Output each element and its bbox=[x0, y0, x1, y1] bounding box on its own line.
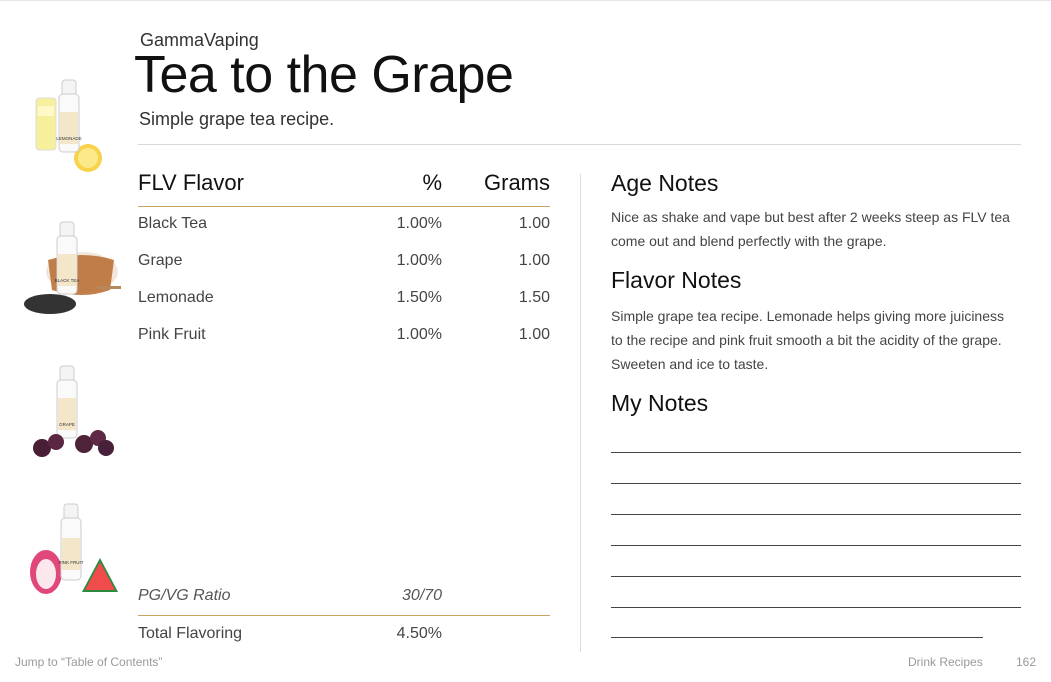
total-flavoring-label: Total Flavoring bbox=[138, 625, 243, 642]
table-row bbox=[138, 252, 550, 282]
column-divider bbox=[580, 174, 581, 652]
grape-bottle-icon bbox=[22, 364, 122, 464]
flavor-name: Grape bbox=[138, 252, 183, 269]
notes-line bbox=[611, 576, 1021, 577]
toc-link[interactable]: Jump to “Table of Contents” bbox=[15, 655, 163, 669]
notes-line bbox=[611, 607, 1021, 608]
pink-fruit-bottle-image bbox=[22, 502, 122, 602]
notes-line bbox=[611, 452, 1021, 453]
grape-bottle-image bbox=[22, 364, 122, 464]
flavor-grams: 1.00 bbox=[518, 252, 550, 269]
table-row bbox=[138, 326, 550, 356]
col-header-flavor: FLV Flavor bbox=[138, 170, 244, 195]
grape-bottle-label: GRAPE bbox=[59, 422, 75, 427]
pgvg-ratio-label: PG/VG Ratio bbox=[138, 587, 231, 604]
page-title: Tea to the Grape bbox=[134, 46, 514, 104]
flavor-grams: 1.50 bbox=[518, 289, 550, 306]
recipe-author: GammaVaping bbox=[140, 30, 259, 50]
flavor-name: Pink Fruit bbox=[138, 326, 206, 343]
notes-line bbox=[611, 483, 1021, 484]
flavor-notes-heading: Flavor Notes bbox=[611, 267, 742, 293]
flavor-percent: 1.00% bbox=[396, 215, 442, 232]
pink-fruit-bottle-label: PINK FRUIT bbox=[58, 560, 84, 565]
table-header-rule bbox=[138, 206, 550, 207]
pink-fruit-bottle-icon bbox=[22, 502, 122, 602]
black-tea-bottle-label: BLACK TEA bbox=[54, 278, 80, 283]
notes-line bbox=[611, 637, 983, 638]
page-number: 162 bbox=[1016, 655, 1037, 669]
col-header-grams: Grams bbox=[484, 170, 550, 195]
flavor-grams: 1.00 bbox=[518, 326, 550, 343]
section-name: Drink Recipes bbox=[908, 655, 983, 669]
black-tea-bottle-icon bbox=[22, 220, 122, 320]
age-notes-heading: Age Notes bbox=[611, 170, 719, 196]
flavor-grams: 1.00 bbox=[518, 215, 550, 232]
flavor-name: Lemonade bbox=[138, 289, 214, 306]
flavor-percent: 1.00% bbox=[396, 326, 442, 343]
age-notes-text: Nice as shake and vape but best after 2 weeks steep as FLV tea come out and blend perfectly with the grape. bbox=[611, 209, 1010, 249]
flavor-percent: 1.00% bbox=[396, 252, 442, 269]
my-notes-heading: My Notes bbox=[611, 390, 709, 416]
notes-line bbox=[611, 514, 1021, 515]
col-header-percent: % bbox=[422, 170, 442, 195]
table-row bbox=[138, 215, 550, 245]
recipe-subtitle: Simple grape tea recipe. bbox=[139, 109, 335, 129]
lemonade-bottle-label: LEMONADE bbox=[56, 136, 82, 141]
flavor-name: Black Tea bbox=[138, 215, 208, 232]
flavor-notes-text: Simple grape tea recipe. Lemonade helps giving more juiciness to the recipe and pink fruit smooth a bit the acidity of the grape. Sweeten and ice to taste. bbox=[611, 308, 1004, 372]
total-flavoring-value: 4.50% bbox=[396, 625, 442, 642]
lemonade-bottle-image bbox=[22, 78, 122, 178]
header-divider bbox=[138, 144, 1021, 145]
lemonade-bottle-icon bbox=[22, 78, 122, 178]
table-row bbox=[138, 289, 550, 319]
ratio-rule bbox=[138, 615, 550, 616]
notes-line bbox=[611, 545, 1021, 546]
black-tea-bottle-image bbox=[22, 220, 122, 320]
top-rule bbox=[0, 0, 1051, 1]
pgvg-ratio-value: 30/70 bbox=[401, 587, 442, 604]
flavor-percent: 1.50% bbox=[396, 289, 442, 306]
